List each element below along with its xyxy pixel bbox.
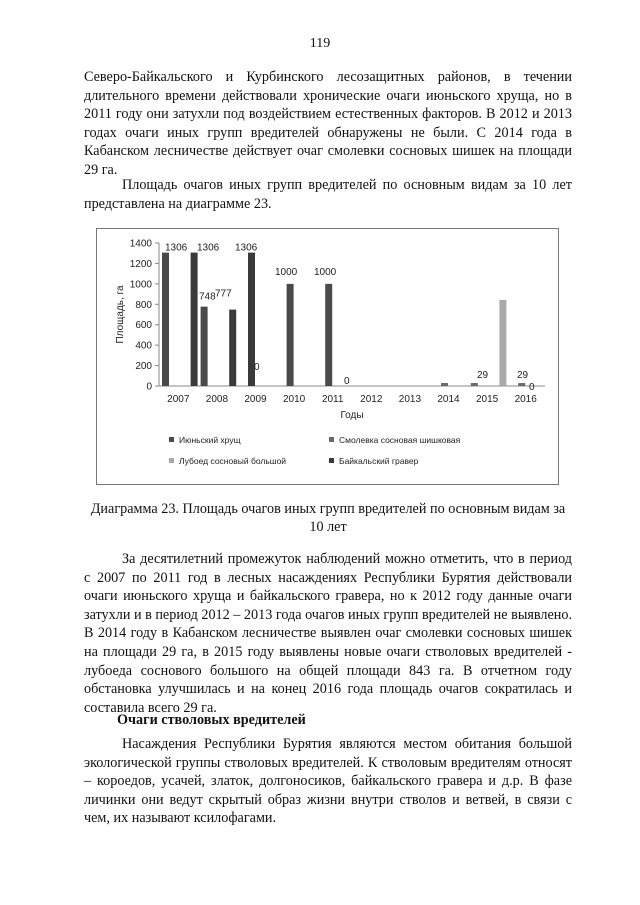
y-tick-label: 800 [135, 299, 152, 311]
data-label: 1000 [314, 266, 337, 278]
bar [471, 383, 478, 386]
data-label: 0 [344, 376, 350, 387]
data-label: 0 [254, 362, 260, 373]
legend-swatch [169, 437, 174, 442]
x-tick-label: 2010 [282, 394, 306, 405]
x-tick-label: 2015 [475, 394, 499, 405]
paragraph-3: За десятилетний промежуток наблюдений можно отметить, что в период с 2007 по 2011 год в лесных насаждениях Республики Бурятия действовали очаги июньского хруща и байкальского гравера, но к 2012 году данные очаги затухли и в период 2012 – 2013 года очагов иных групп вредителей не выявлено. В 2014 году в Кабанском лесничестве выявлен очаг смолевки сосновых шишек на площади 29 га, в 2015 году выявлены новые очаги стволовых вредителей - лубоеда соснового большого на общей площади 843 га. В отчетном году обстановка улучшилась и на конец 2016 года площадь очагов сократилась и составила всего 29 га. [84, 551, 572, 716]
section-heading: Очаги стволовых вредителей [117, 712, 306, 728]
bar [287, 284, 294, 386]
y-tick-label: 400 [135, 340, 152, 352]
x-tick-label: 2007 [167, 394, 190, 405]
x-tick-label: 2012 [360, 394, 383, 405]
legend-swatch [329, 437, 334, 442]
paragraph-4: Насаждения Республики Бурятия являются местом обитания большой экологической группы стволовых вредителей. К стволовым вредителям относят – короедов, усачей, златок, долгоносиков, байкальского гравера и д.р. В фазе личинки они ведут скрытый образ жизни внутри стволов и ветвей, в связи с чем, их называют ксилофагами. [84, 736, 572, 827]
data-label: 29 [517, 370, 529, 381]
data-label: 29 [477, 370, 489, 381]
y-tick-label: 1400 [129, 238, 152, 250]
data-label: 0 [529, 382, 535, 393]
data-label: 1306 [197, 242, 220, 254]
x-tick-label: 2008 [205, 394, 229, 405]
data-label: 1306 [165, 242, 188, 254]
figure-caption: Диаграмма 23. Площадь очагов иных групп вредителей по основным видам за 10 лет [90, 501, 566, 535]
bar-chart [97, 229, 558, 484]
y-axis-title: Площадь, га [115, 285, 126, 344]
x-tick-label: 2009 [244, 394, 267, 405]
x-tick-label: 2011 [321, 394, 344, 405]
data-label: 1000 [275, 266, 298, 278]
legend-entry: Байкальский гравер [339, 456, 419, 466]
legend-swatch [169, 458, 174, 463]
legend-entry: Смолевка сосновая шишковая [339, 435, 461, 445]
legend-swatch [329, 458, 334, 463]
x-tick-label: 2016 [514, 394, 537, 405]
y-tick-label: 1200 [129, 258, 152, 270]
data-label: 1306 [235, 242, 258, 254]
paragraph-1: Северо-Байкальского и Курбинского лесозащитных районов, в течении длительного времени действовали хронические очаги июньского хруща, но в 2011 году они затухли под воздействием естественных факторов. В 2012 и 2013 годах очаги иных групп вредителей обнаружены не были. С 2014 года в Кабанском лесничестве действует очаг смолевки сосновых шишек на площади 29 га. [84, 69, 572, 178]
bar [499, 300, 506, 386]
chart-frame [96, 228, 559, 485]
bar [441, 383, 448, 386]
x-tick-label: 2014 [437, 394, 460, 405]
y-tick-label: 0 [146, 381, 152, 393]
y-tick-label: 600 [135, 320, 152, 332]
bar [201, 307, 208, 386]
y-tick-label: 1000 [129, 279, 152, 291]
bar [191, 253, 198, 386]
legend-entry: Лубоед сосновый большой [179, 456, 287, 466]
page-number: 119 [309, 36, 331, 51]
data-label: 777 [215, 288, 232, 300]
paragraph-2: Площадь очагов иных групп вредителей по основным видам за 10 лет представлена на диаграмме 23. [84, 177, 572, 212]
bar [518, 383, 525, 386]
bar [229, 310, 236, 386]
y-tick-label: 200 [135, 361, 152, 373]
x-axis-title: Годы [340, 410, 364, 421]
bar [162, 253, 169, 386]
bar [325, 284, 332, 386]
legend-entry: Июньский хрущ [179, 435, 241, 445]
x-tick-label: 2013 [398, 394, 422, 405]
data-label: 748 [199, 291, 216, 303]
